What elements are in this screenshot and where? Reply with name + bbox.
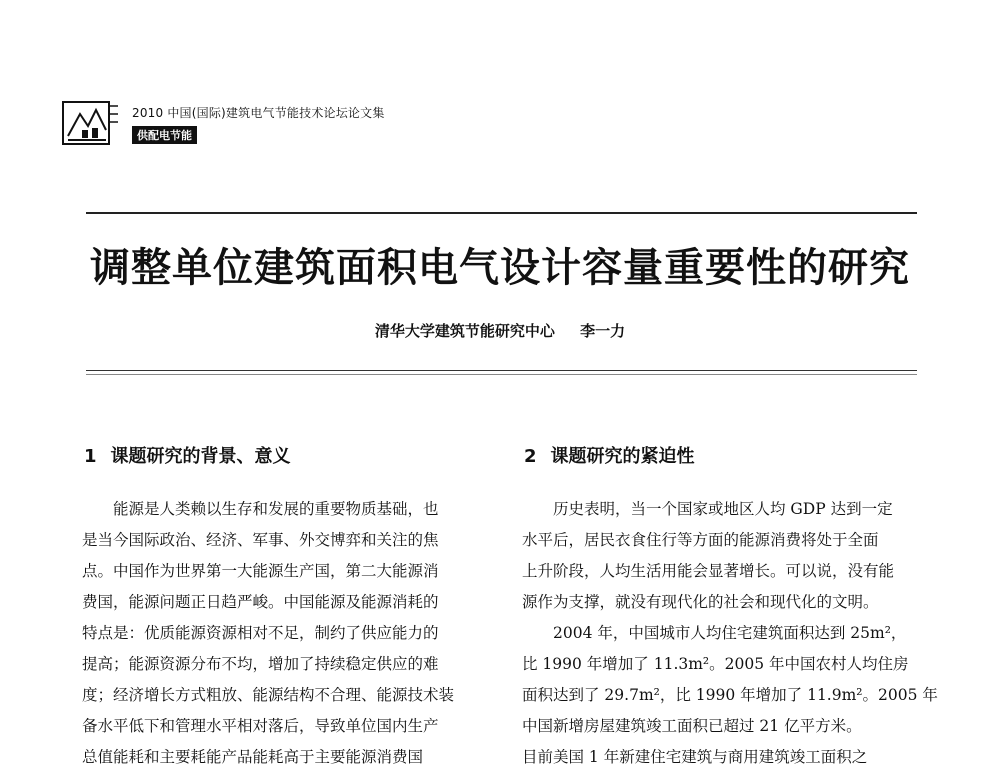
text-line: 特点是：优质能源资源相对不足，制约了供应能力的 bbox=[82, 624, 439, 642]
text-line: 总值能耗和主要耗能产品能耗高于主要能源消费国 bbox=[82, 748, 424, 766]
title-top-rule bbox=[86, 212, 917, 214]
paragraph bbox=[522, 618, 938, 773]
paragraph bbox=[522, 494, 924, 618]
section-heading bbox=[524, 442, 924, 468]
section-heading bbox=[84, 442, 484, 468]
author-affiliation: 清华大学建筑节能研究中心 bbox=[374, 322, 555, 340]
text-line: 备水平低下和管理水平相对落后，导致单位国内生产 bbox=[82, 717, 439, 735]
text-line: 历史表明，当一个国家或地区人均 GDP 达到一定 bbox=[522, 500, 893, 518]
column-right bbox=[522, 442, 938, 773]
column-left bbox=[82, 442, 484, 773]
paper-title: 调整单位建筑面积电气设计容量重要性的研究 bbox=[90, 245, 910, 291]
section-number: 2 bbox=[524, 446, 537, 467]
section-tag: 供配电节能 bbox=[132, 126, 197, 144]
title-bottom-rule-thin bbox=[86, 374, 917, 375]
publication-logo-icon bbox=[62, 100, 120, 146]
text-line: 费国，能源问题正日趋严峻。中国能源及能源消耗的 bbox=[82, 593, 439, 611]
proceedings-title: 2010 中国(国际)建筑电气节能技术论坛论文集 bbox=[132, 106, 385, 120]
text-line: 2004 年，中国城市人均住宅建筑面积达到 25m²， bbox=[522, 624, 907, 642]
text-line: 点。中国作为世界第一大能源生产国，第二大能源消 bbox=[82, 562, 439, 580]
text-line: 比 1990 年增加了 11.3m²。2005 年中国农村人均住房 bbox=[522, 655, 909, 673]
text-line: 是当今国际政治、经济、军事、外交博弈和关注的焦 bbox=[82, 531, 439, 549]
text-line: 上升阶段，人均生活用能会显著增长。可以说，没有能 bbox=[522, 562, 895, 580]
section-title: 课题研究的背景、意义 bbox=[110, 446, 291, 467]
text-line: 中国新增房屋建筑竣工面积已超过 21 亿平方米。 bbox=[522, 717, 862, 735]
text-line: 能源是人类赖以生存和发展的重要物质基础，也 bbox=[82, 500, 439, 518]
title-bottom-rule bbox=[86, 370, 917, 371]
text-line: 水平后，居民衣食住行等方面的能源消费将处于全面 bbox=[522, 531, 879, 549]
section-number: 1 bbox=[84, 446, 97, 467]
section-title: 课题研究的紧迫性 bbox=[550, 446, 695, 467]
text-line: 面积达到了 29.7m²，比 1990 年增加了 11.9m²。2005 年 bbox=[522, 686, 938, 704]
author-line bbox=[0, 320, 1000, 341]
text-line: 目前美国 1 年新建住宅建筑与商用建筑竣工面积之 bbox=[522, 748, 868, 766]
text-line: 源作为支撑，就没有现代化的社会和现代化的文明。 bbox=[522, 593, 879, 611]
text-line: 提高；能源资源分布不均，增加了持续稳定供应的难 bbox=[82, 655, 439, 673]
text-line: 度；经济增长方式粗放、能源结构不合理、能源技术装 bbox=[82, 686, 455, 704]
paragraph bbox=[82, 494, 484, 773]
author-name: 李一力 bbox=[580, 322, 626, 340]
